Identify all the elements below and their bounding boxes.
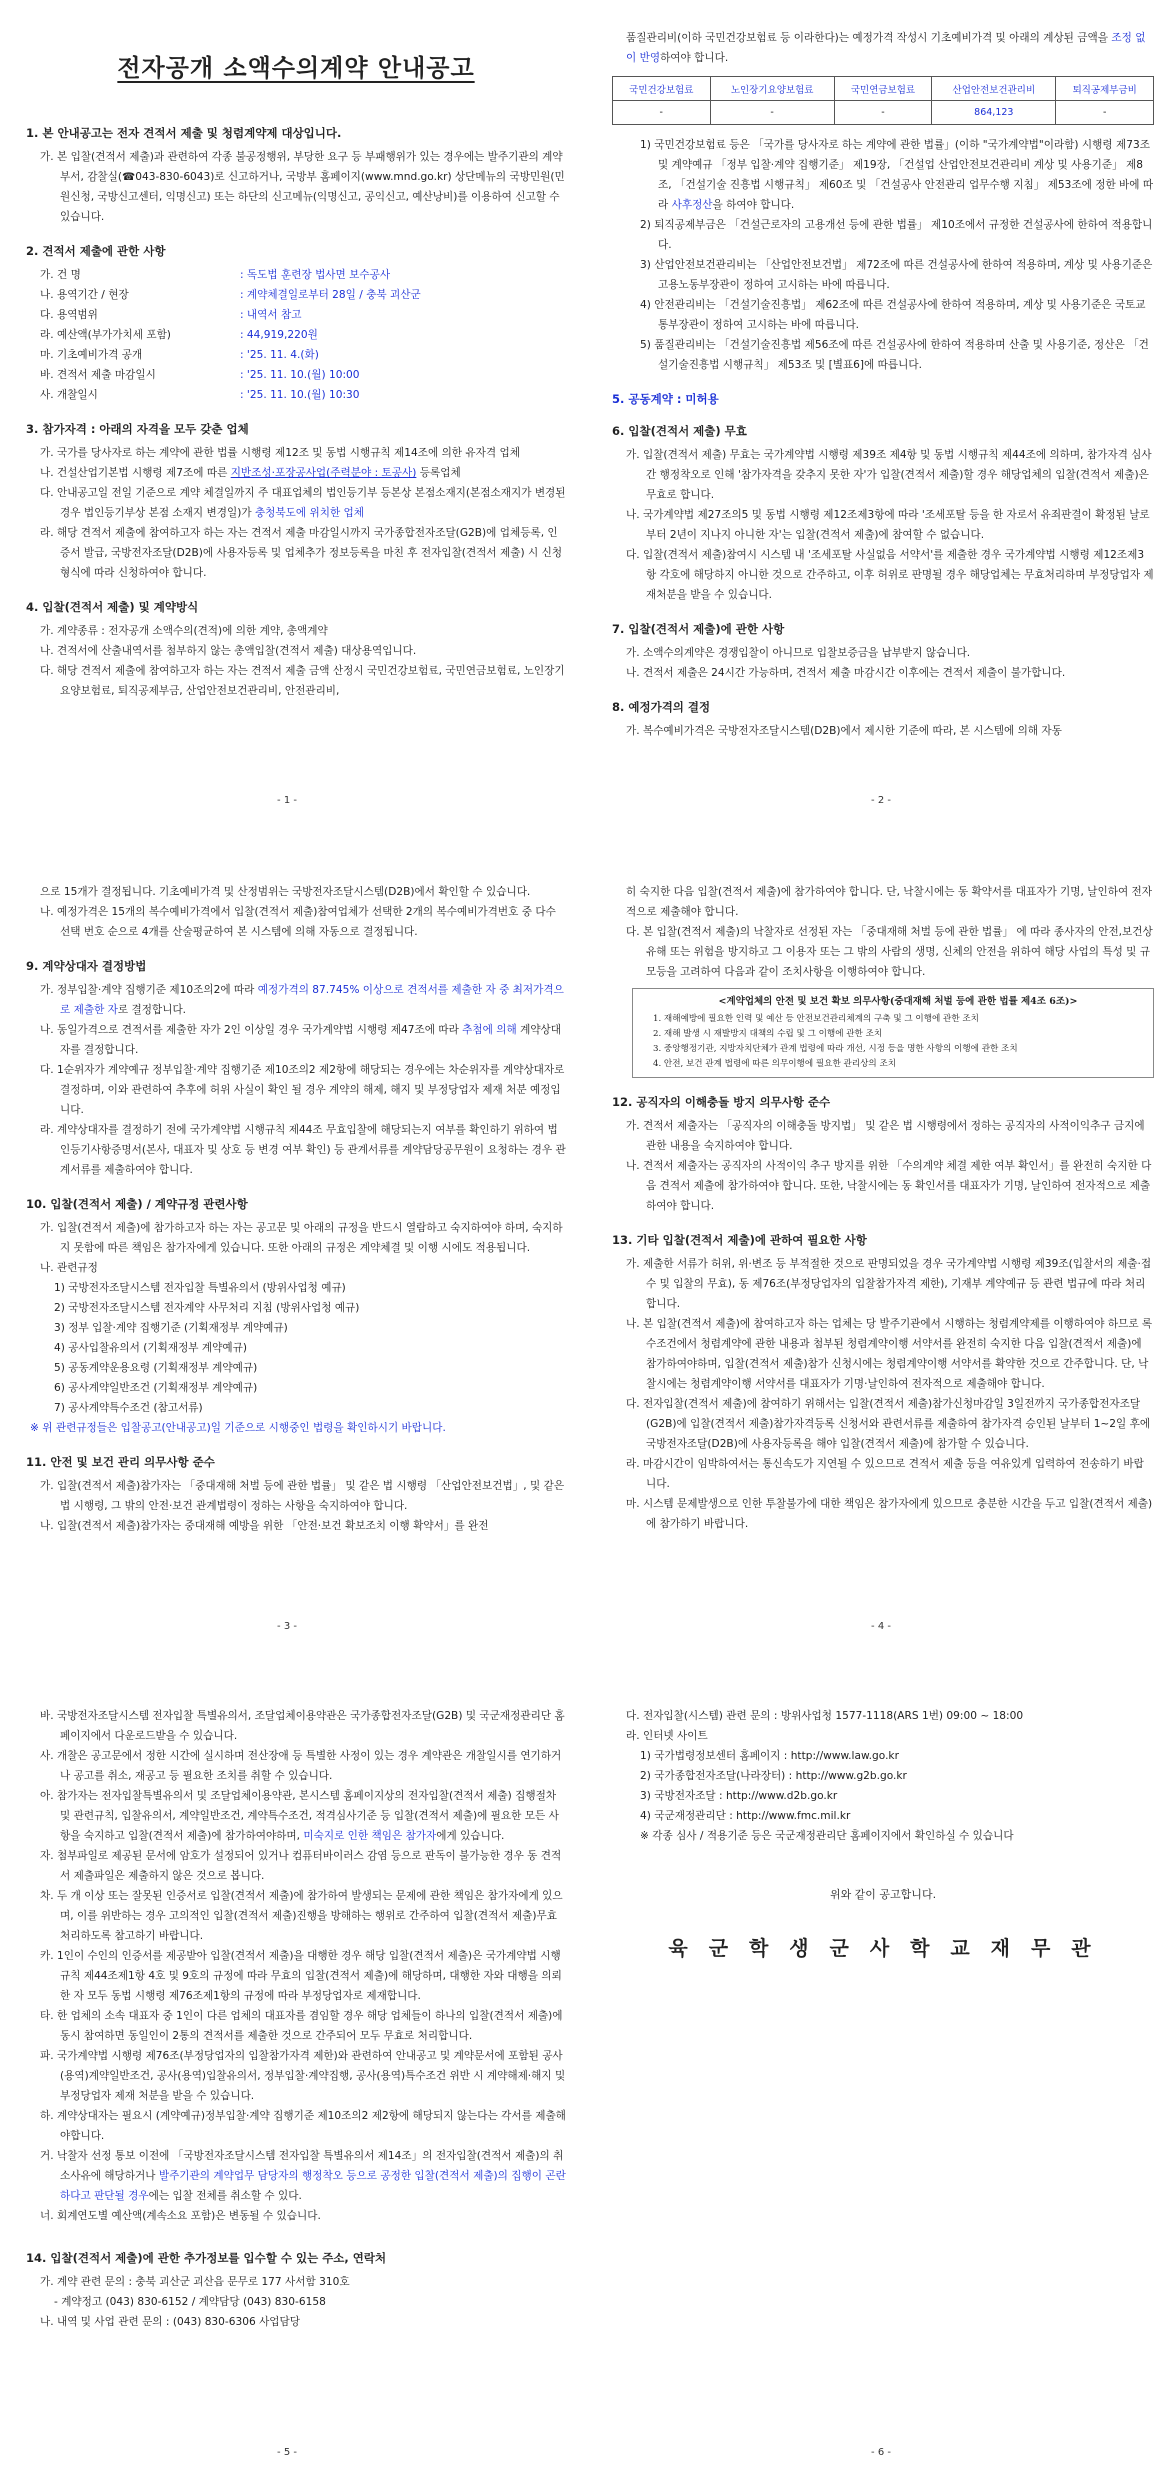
section-11-title: 11. 안전 및 보건 관리 의무사항 준수 <box>26 1455 215 1469</box>
detail-key: 바. 견적서 제출 마감일시 <box>40 369 156 381</box>
section-8-item-b: 나. 예정가격은 15개의 복수예비가격에서 입찰(견적서 제출)참여업체가 선택한 2개의 복수예비가격번호 중 다수선택 번호 순으로 4개를 산술평균하여 본 시스템에 의해 자동으로 결정됩니다. <box>40 906 556 938</box>
website-link[interactable]: 1) 국가법령정보센터 홈페이지 : http://www.law.go.kr <box>640 1750 899 1762</box>
detail-key: 나. 용역기간 / 현장 <box>40 289 129 301</box>
section-14-item-d: 라. 인터넷 사이트 <box>626 1730 708 1742</box>
box-item: 4. 안전, 보건 관계 법령에 따른 의무이행에 필요한 관리상의 조치 <box>653 1059 897 1069</box>
section-1-item-a: 가. 본 입찰(견적서 제출)과 관련하여 각종 불공정행위, 부당한 요구 등 부패행위가 있는 경우에는 발주기관의 계약부서, 감찰실(☎043-830-6043)로 신고하거나, 국방부 홈페이지(www.mnd.go.kr) 상단메뉴의 국방민원(민원신청, 국방신고센터, 익명신고) 또는 하단의 신고메뉴(익명신고, 공익신고, 예산낭비)를 이용하여 신고할 수 있습니다. <box>40 151 565 223</box>
section-3-item-a: 가. 국가를 당사자로 하는 계약에 관한 법률 시행령 제12조 및 동법 시행규칙 제14조에 의한 유자격 업체 <box>40 447 520 459</box>
section-4-item-a: 가. 계약종류 : 전자공개 소액수의(견적)에 의한 계약, 총액계약 <box>40 625 328 637</box>
website-link[interactable]: 3) 국방전자조달 : http://www.d2b.go.kr <box>640 1790 838 1802</box>
regulation-item: 1) 국방전자조달시스템 전자입찰 특별유의서 (방위사업청 예규) <box>54 1282 346 1294</box>
regulation-item: 3) 정부 입찰·계약 집행기준 (기획재정부 계약예규) <box>54 1322 288 1334</box>
section-11-item-a: 가. 입찰(견적서 제출)참가자는 「중대재해 처벌 등에 관한 법률」 및 같은 법 시행령 「산업안전보건법」, 및 같은 법 시행령, 그 밖의 안전·보건 관계법령이 정하는 사항을 숙지하여야 합니다. <box>40 1480 565 1512</box>
section-8-continued: 으로 15개가 결정됩니다. 기초예비가격 및 산정범위는 국방전자조달시스템(D2B)에서 확인할 수 있습니다. <box>40 886 531 898</box>
detail-key: 마. 기초예비가격 공개 <box>40 349 143 361</box>
detail-key: 사. 개찰일시 <box>40 389 98 401</box>
page-1 <box>0 0 574 826</box>
section-13-item-f: 바. 국방전자조달시스템 전자입찰 특별유의서, 조달업체이용약관은 국가종합전자조달(G2B) 및 국군재정관리단 홈페이지에서 다운로드받을 수 있습니다. <box>40 1710 565 1742</box>
section-7-title: 7. 입찰(견적서 제출)에 관한 사항 <box>612 622 785 636</box>
section-13-item-k: 카. 1인이 수인의 인증서를 제공받아 입찰(견적서 제출)을 대행한 경우 해당 입찰(견적서 제출)은 국가계약법 시행규칙 제44조제1항 4호 및 9호의 규정에 따라 무효의 입찰(견적서 제출)에 해당하며, 대행한 자와 대행을 의뢰한 자 모두 동법 시행령 제76조제1항의 규정에 따라 부정당업자로 제재합니다. <box>40 1950 562 2002</box>
website-link[interactable]: 4) 국군재정관리단 : http://www.fmc.mil.kr <box>640 1810 851 1822</box>
section-14-title: 14. 입찰(견적서 제출)에 관한 추가정보를 입수할 수 있는 주소, 연락처 <box>26 2251 387 2265</box>
page-number: - 3 - <box>277 1621 297 1632</box>
issuing-organization: 육 군 학 생 군 사 학 교 재 무 관 <box>668 1936 1098 1960</box>
detail-key: 가. 건 명 <box>40 269 81 281</box>
section-6-item-a: 가. 입찰(견적서 제출) 무효는 국가계약법 시행령 제39조 제4항 및 동법 시행규칙 제44조에 의하며, 참가자격 심사 간 행정착오로 인해 '참가자격을 갖추지 못한 자'가 입찰(견적서 제출)할 경우 해당업체의 입찰(견적서 제출)은 무효로 합니다. <box>626 449 1152 501</box>
section-14-item-c: 다. 전자입찰(시스템) 관련 문의 : 방위사업청 1577-1118(ARS 1번) 09:00 ~ 18:00 <box>626 1710 1024 1722</box>
detail-value: : 독도법 훈련장 법사면 보수공사 <box>240 269 391 281</box>
section-10-item-b: 나. 관련규정 <box>40 1262 98 1274</box>
regulation-item: 6) 공사계약일반조건 (기획재정부 계약예규) <box>54 1382 258 1394</box>
page-title: 전자공개 소액수의계약 안내공고 <box>117 53 475 82</box>
detail-key: 다. 용역범위 <box>40 309 98 321</box>
section-13-item-j: 차. 두 개 이상 또는 잘못된 인증서로 입찰(견적서 제출)에 참가하여 발생되는 문제에 관한 책임은 참가자에게 있으며, 이를 위반하는 경우 고의적인 입찰(견적서 제출)진행을 방해하는 행위로 간주하여 입찰(견적서 제출)무효 처리하도록 참고하기 바랍니다. <box>40 1890 563 1942</box>
page-number: - 1 - <box>277 795 297 806</box>
fee-note-5: 5) 품질관리비는 「건설기술진흥법 제56조에 따른 건설공사에 한하여 적용하며 산출 및 사용기준, 정산은 「건설기술진흥법 시행규칙」 제53조 및 [별표6]에 따릅니다. <box>640 339 1149 371</box>
fee-value: - <box>1056 101 1154 125</box>
section-9-item-c: 다. 1순위자가 계약예규 정부입찰·계약 집행기준 제10조의2 제2항에 해당되는 경우에는 차순위자를 계약상대자로 결정하며, 이와 관련하여 추후에 허위 사실이 확인 될 경우 계약의 해제, 해지 및 부정당업자 제재 처분 예정입니다. <box>40 1064 565 1116</box>
section-13-item-o: 거. 낙찰자 선정 통보 이전에 「국방전자조달시스템 전자입찰 특별유의서 제14조」의 전자입찰(견적서 제출)의 취소사유에 해당하거나 발주기관의 계약업무 담당자의 행정착오 등으로 공정한 입찰(견적서 제출)의 집행이 곤란하다고 판단될 경우에는 입찰 전체를 취소할 수 있다. <box>40 2150 566 2202</box>
fee-value: - <box>710 101 834 125</box>
page-3 <box>0 826 574 1652</box>
regulation-note: ※ 위 관련규정들은 입찰공고(안내공고)일 기준으로 시행중인 법령을 확인하시기 바랍니다. <box>30 1422 446 1434</box>
regulation-item: 7) 공사계약특수조건 (참고서류) <box>54 1402 203 1414</box>
section-4-continued: 품질관리비(이하 국민건강보험료 등 이라한다)는 예정가격 작성시 기초예비가격 및 아래의 계상된 금액을 조정 없이 반영하여야 합니다. <box>626 32 1146 64</box>
section-9-item-d: 라. 계약상대자를 결정하기 전에 국가계약법 시행규칙 제44조 무효입찰에 해당되는지 여부를 확인하기 위하여 법인등기사항증명서(본사, 대표자 및 상호 등 변경 여부 확인) 등 관계서류를 계약담당공무원이 요청하는 경우 관계서류를 제출하여야 합니다. <box>40 1124 566 1176</box>
section-13-item-a: 가. 제출한 서류가 허위, 위·변조 등 부적절한 것으로 판명되었을 경우 국가계약법 시행령 제39조(입찰서의 제출·접수 및 입찰의 무효), 동 제76조(부정당업자의 입찰참가자격 제한), 기재부 계약예규 등 관련 법규에 따라 처리합니다. <box>626 1258 1152 1310</box>
section-6-item-b: 나. 국가계약법 제27조의5 및 동법 시행령 제12조제3항에 따라 '조세포탈 등을 한 자로서 유죄판결이 확정된 날로부터 2년이 지나지 아니한 자'는 입찰(견적서 제출)에 참여할 수 없습니다. <box>626 509 1150 541</box>
detail-value: : 내역서 참고 <box>240 309 302 321</box>
section-4-item-b: 나. 견적서에 산출내역서를 첨부하지 않는 총액입찰(견적서 제출) 대상용역입니다. <box>40 645 417 657</box>
regulation-item: 2) 국방전자조달시스템 전자계약 사무처리 지침 (방위사업청 예규) <box>54 1302 360 1314</box>
section-7-item-a: 가. 소액수의계약은 경쟁입찰이 아니므로 입찰보증금을 납부받지 않습니다. <box>626 647 971 659</box>
regulation-item: 5) 공동계약운용요령 (기획재정부 계약예규) <box>54 1362 258 1374</box>
section-5-title: 5. 공동계약 : 미허용 <box>612 392 719 406</box>
page-5 <box>0 1652 574 2478</box>
section-3-item-b: 나. 건설산업기본법 시행령 제7조에 따른 지반조성·포장공사업(주력분야 : 토공사) 등록업체 <box>40 467 461 479</box>
detail-key: 라. 예산액(부가가치세 포함) <box>40 329 171 341</box>
page-number: - 5 - <box>277 2447 297 2458</box>
contact-phones: - 계약정고 (043) 830-6152 / 계약담당 (043) 830-6158 <box>54 2296 326 2308</box>
detail-value: : '25. 11. 10.(월) 10:30 <box>240 389 360 401</box>
section-13-title: 13. 기타 입찰(견적서 제출)에 관하여 필요한 사항 <box>612 1233 867 1247</box>
fee-value: - <box>834 101 932 125</box>
section-6-item-c: 다. 입찰(견적서 제출)참여시 시스템 내 '조세포탈 사실없음 서약서'를 제출한 경우 국가계약법 시행령 제12조제3항 각호에 해당하지 아니한 것으로 간주하고, 이후 허위로 판명될 경우 해당업체는 무효처리하며 부정당업자 제재처분을 받을 수 있습니다. <box>626 549 1154 601</box>
fee-table <box>612 76 1154 125</box>
fee-value: - <box>613 101 711 125</box>
box-title: <계약업체의 안전 및 보건 확보 의무사항(중대재해 처벌 등에 관한 법률 제4조 6조)> <box>718 996 1078 1007</box>
section-10-item-a: 가. 입찰(견적서 제출)에 참가하고자 하는 자는 공고문 및 아래의 규정을 반드시 열람하고 숙지하여야 하며, 숙지하지 못함에 따른 책임은 참가자에게 있습니다. 또한 아래의 규정은 계약체결 및 이행 시에도 적용됩니다. <box>40 1222 563 1254</box>
section-13-item-d: 라. 마감시간이 임박하여서는 통신속도가 지연될 수 있으므로 견적서 제출 등을 여유있게 입력하여 전송하기 바랍니다. <box>626 1458 1144 1490</box>
fee-note-1: 1) 국민건강보험료 등은 「국가를 당사자로 하는 계약에 관한 법률」(이하 "국가계약법"이라함) 시행령 제73조 및 계약예규 「정부 입찰·계약 집행기준」 제19장, 「건설업 산업안전보건관리비 계상 및 사용기준」 제8조, 「건설기술 진흥법 시행규칙」 제60조 및 「건설공사 안전관리 업무수행 지침」 제53조에 정한 바에 따라 사후정산을 하여야 합니다. <box>640 139 1154 211</box>
fee-header: 노인장기요양보험료 <box>710 77 834 101</box>
page-number: - 6 - <box>871 2447 891 2458</box>
fee-note-4: 4) 안전관리비는 「건설기술진흥법」 제62조에 따른 건설공사에 한하여 적용하며, 계상 및 사용기준은 국토교통부장관이 정하여 고시하는 바에 따릅니다. <box>640 299 1146 331</box>
section-14-item-a: 가. 계약 관련 문의 : 충북 괴산군 괴산읍 문무로 177 사서함 310호 <box>40 2276 350 2288</box>
section-2-title: 2. 견적서 제출에 관한 사항 <box>26 244 166 258</box>
section-12-item-b: 나. 견적서 제출자는 공직자의 사적이익 추구 방지를 위한 「수의계약 체결 제한 여부 확인서」를 완전히 숙지한 다음 견적서 제출에 참가하여야 합니다. 또한, 낙찰시에는 동 확인서를 대표자가 기명, 날인하여 전자적으로 제출하여야 합니다. <box>626 1160 1152 1212</box>
section-1-title: 1. 본 안내공고는 전자 견적서 제출 및 청렴계약제 대상입니다. <box>26 126 342 140</box>
section-13-item-b: 나. 본 입찰(견적서 제출)에 참여하고자 하는 업체는 당 발주기관에서 시행하는 청렴계약제를 이행하여야 하므로 록수조건에서 청렴계약에 관한 내용과 첨부된 청렴계약이행 서약서를 완전히 숙지한 다음 입찰(견적서 제출)에 참가하여야하며, 입찰(견적서 제출)참가 신청시에는 청렴계약이행 서약서를 확약한 것으로 간주합니다. 단, 낙찰시에는 청렴계약이행 서약서를 대표자가 기명·날인하여 전자적으로 제출해야 합니다. <box>626 1318 1153 1390</box>
section-9-item-b: 나. 동일가격으로 견적서를 제출한 자가 2인 이상일 경우 국가계약법 시행령 제47조에 따라 추첨에 의해 계약상대자를 결정합니다. <box>40 1024 562 1056</box>
fee-header: 산업안전보건관리비 <box>932 77 1056 101</box>
section-13-item-n: 하. 계약상대자는 필요시 (계약예규)정부입찰·계약 집행기준 제10조의2 제2항에 해당되지 않는다는 각서를 제출해야합니다. <box>40 2110 566 2142</box>
website-link[interactable]: 2) 국가종합전자조달(나라장터) : http://www.g2b.go.kr <box>640 1770 907 1782</box>
section-11-item-b: 나. 입찰(견적서 제출)참가자는 중대재해 예방을 위한 「안전·보건 확보조치 이행 확약서」를 완전 <box>40 1520 489 1532</box>
quote-details <box>26 265 566 405</box>
detail-value: : 계약체결일로부터 28일 / 충북 괴산군 <box>240 289 421 301</box>
section-14-item-b: 나. 내역 및 사업 관련 문의 : (043) 830-6306 사업담당 <box>40 2316 301 2328</box>
website-note: ※ 각종 심사 / 적용기준 등은 국군재정관리단 홈페이지에서 확인하실 수 있습니다 <box>640 1830 1014 1842</box>
section-12-title: 12. 공직자의 이해충돌 방지 의무사항 준수 <box>612 1095 831 1109</box>
page-number: - 4 - <box>871 1621 891 1632</box>
box-item: 3. 중앙행정기관, 지방자치단체가 관계 법령에 따라 개선, 시정 등을 명한 사항의 이행에 관한 조치 <box>653 1044 1018 1054</box>
section-13-item-i: 자. 첨부파일로 제공된 문서에 암호가 설정되어 있거나 컴퓨터바이러스 감염 등으로 판독이 불가능한 경우 동 견적서 제출파일은 제출하지 않은 것으로 봅니다. <box>40 1850 562 1882</box>
page-6 <box>594 1652 1168 2478</box>
section-3-item-c: 다. 안내공고일 전일 기준으로 계약 체결일까지 주 대표업체의 법인등기부 등본상 본점소재지(본점소재지가 변경된 경우 법인등기부상 본점 소재지 변경일)가 충청북도에 위치한 업체 <box>40 487 566 519</box>
regulation-item: 4) 공사입찰유의서 (기획재정부 계약예규) <box>54 1342 247 1354</box>
section-13-item-e: 마. 시스템 문제발생으로 인한 투찰불가에 대한 책임은 참가자에게 있으므로 충분한 시간을 두고 입찰(견적서 제출)에 참가하기 바랍니다. <box>626 1498 1153 1530</box>
section-13-item-h: 아. 참가자는 전자입찰특별유의서 및 조달업체이용약관, 본시스템 홈페이지상의 전자입찰(견적서 제출) 집행절차 및 관련규칙, 입찰유의서, 계약일반조건, 계약특수조건, 적격심사기준 등 입찰(견적서 제출)에 필요한 모든 사항을 숙지하고 입찰(견적서 제출)에 참가하여야하며, 미숙지로 인한 책임은 참가자에게 있습니다. <box>40 1790 559 1842</box>
section-9-title: 9. 계약상대자 결정방법 <box>26 959 147 973</box>
section-8-title: 8. 예정가격의 결정 <box>612 700 711 714</box>
section-7-item-b: 나. 견적서 제출은 24시간 가능하며, 견적서 제출 마감시간 이후에는 견적서 제출이 불가합니다. <box>626 667 1066 679</box>
section-9-item-a: 가. 정부입찰·계약 집행기준 제10조의2에 따라 예정가격의 87.745% 이상으로 견적서를 제출한 자 중 최저가격으로 제출한 자로 결정합니다. <box>40 984 564 1016</box>
fee-value: 864,123 <box>932 101 1056 125</box>
fee-header: 국민건강보험료 <box>613 77 711 101</box>
section-4-title: 4. 입찰(견적서 제출) 및 계약방식 <box>26 600 199 614</box>
section-13-item-c: 다. 전자입찰(견적서 제출)에 참여하기 위해서는 입찰(견적서 제출)참가신청마감일 3일전까지 국가종합전자조달(G2B)에 입찰(견적서 제출)참가자격등록 신청서와 관련서류를 제출하여 참가자격 승인된 날부터 1~2일 후에 국방전자조달(D2B)에 사용자등록을 해야 입찰(견적서 제출)에 참가할 수 있습니다. <box>626 1398 1151 1450</box>
box-item: 2. 재해 발생 시 재발방지 대책의 수립 및 그 이행에 관한 조치 <box>653 1029 883 1039</box>
section-8-item-a: 가. 복수예비가격은 국방전자조달시스템(D2B)에서 제시한 기준에 따라, 본 시스템에 의해 자동 <box>626 725 1062 737</box>
section-3-title: 3. 참가자격 : 아래의 자격을 모두 갖춘 업체 <box>26 422 249 436</box>
section-6-title: 6. 입찰(견적서 제출) 무효 <box>612 424 747 438</box>
detail-value: : '25. 11. 10.(월) 10:00 <box>240 369 360 381</box>
fee-note-2: 2) 퇴직공제부금은 「건설근로자의 고용개선 등에 관한 법률」 제10조에서 규정한 건설공사에 한하여 적용합니다. <box>640 219 1153 251</box>
section-11-continued: 히 숙지한 다음 입찰(견적서 제출)에 참가하여야 합니다. 단, 낙찰시에는 동 확약서를 대표자가 기명, 날인하여 전자적으로 제출해야 합니다. <box>626 886 1153 918</box>
section-11-item-c: 다. 본 입찰(견적서 제출)의 낙찰자로 선정된 자는 「중대재해 처벌 등에 관한 법률」 에 따라 종사자의 안전,보건상 유해 또는 위험을 방지하고 그 이용자 또는 그 밖의 사람의 생명, 신체의 안전을 위하여 해당 사업의 특성 및 규모등을 고려하여 다음과 같이 조치사항을 이행하여야 합니다. <box>626 926 1153 978</box>
fee-header: 국민연금보험료 <box>834 77 932 101</box>
section-10-title: 10. 입찰(견적서 제출) / 계약규정 관련사항 <box>26 1197 248 1211</box>
section-3-item-d: 라. 해당 견적서 제출에 참여하고자 하는 자는 견적서 제출 마감일시까지 국가종합전자조달(G2B)에 업체등록, 인증서 발급, 국방전자조달(D2B)에 사용자등록 및 업체추가 정보등록을 마친 후 전자입찰(견적서 제출) 시 신청형식에 따라 신청하여야 합니다. <box>40 527 563 579</box>
section-13-item-g: 사. 개찰은 공고문에서 정한 시간에 실시하며 전산장애 등 특별한 사정이 있는 경우 계약관은 개찰일시를 연기하거나 공고를 취소, 재공고 등 필요한 조치를 취할 수 있습니다. <box>40 1750 562 1782</box>
section-13-item-m: 파. 국가계약법 시행령 제76조(부정당업자의 입찰참가자격 제한)와 관련하여 안내공고 및 계약문서에 포함된 공사(용역)계약일반조건, 공사(용역)입찰유의서, 정부입찰·계약집행, 공사(용역)특수조건 위반 시 계약해제·해지 및 부정당업자 제재 처분을 받을 수 있습니다. <box>40 2050 566 2102</box>
fee-note-3: 3) 산업안전보건관리비는 「산업안전보건법」 제72조에 따른 건설공사에 한하여 적용하며, 계상 및 사용기준은 고용노동부장관이 정하여 고시하는 바에 따릅니다. <box>640 259 1153 291</box>
closing-statement: 위와 같이 공고합니다. <box>829 1888 937 1901</box>
page-2 <box>594 0 1168 826</box>
section-4-item-c: 다. 해당 견적서 제출에 참여하고자 하는 자는 견적서 제출 금액 산정시 국민건강보험료, 국민연금보험료, 노인장기요양보험료, 퇴직공제부금, 산업안전보건관리비, 안전관리비, <box>40 665 565 697</box>
safety-obligations-box <box>632 988 1154 1078</box>
page-number: - 2 - <box>871 795 891 806</box>
section-13-item-p: 너. 회계연도별 예산액(계속소요 포함)은 변동될 수 있습니다. <box>40 2210 321 2222</box>
box-item: 1. 재해예방에 필요한 인력 및 예산 등 안전보건관리체계의 구축 및 그 이행에 관한 조치 <box>653 1014 979 1024</box>
section-12-item-a: 가. 견적서 제출자는 「공직자의 이해충돌 방지법」 및 같은 법 시행령에서 정하는 공직자의 사적이익추구 금지에 관한 내용을 숙지하여야 합니다. <box>626 1120 1145 1152</box>
page-4 <box>594 826 1168 1652</box>
detail-value: : 44,919,220원 <box>240 329 318 341</box>
section-13-item-l: 타. 한 업체의 소속 대표자 중 1인이 다른 업체의 대표자를 겸임할 경우 해당 업체들이 하나의 입찰(견적서 제출)에 동시 참여하면 동일인이 2통의 견적서를 제출한 것으로 간주되어 모두 무효로 처리합니다. <box>40 2010 563 2042</box>
fee-header: 퇴직공제부금비 <box>1056 77 1154 101</box>
detail-value: : '25. 11. 4.(화) <box>240 349 319 361</box>
